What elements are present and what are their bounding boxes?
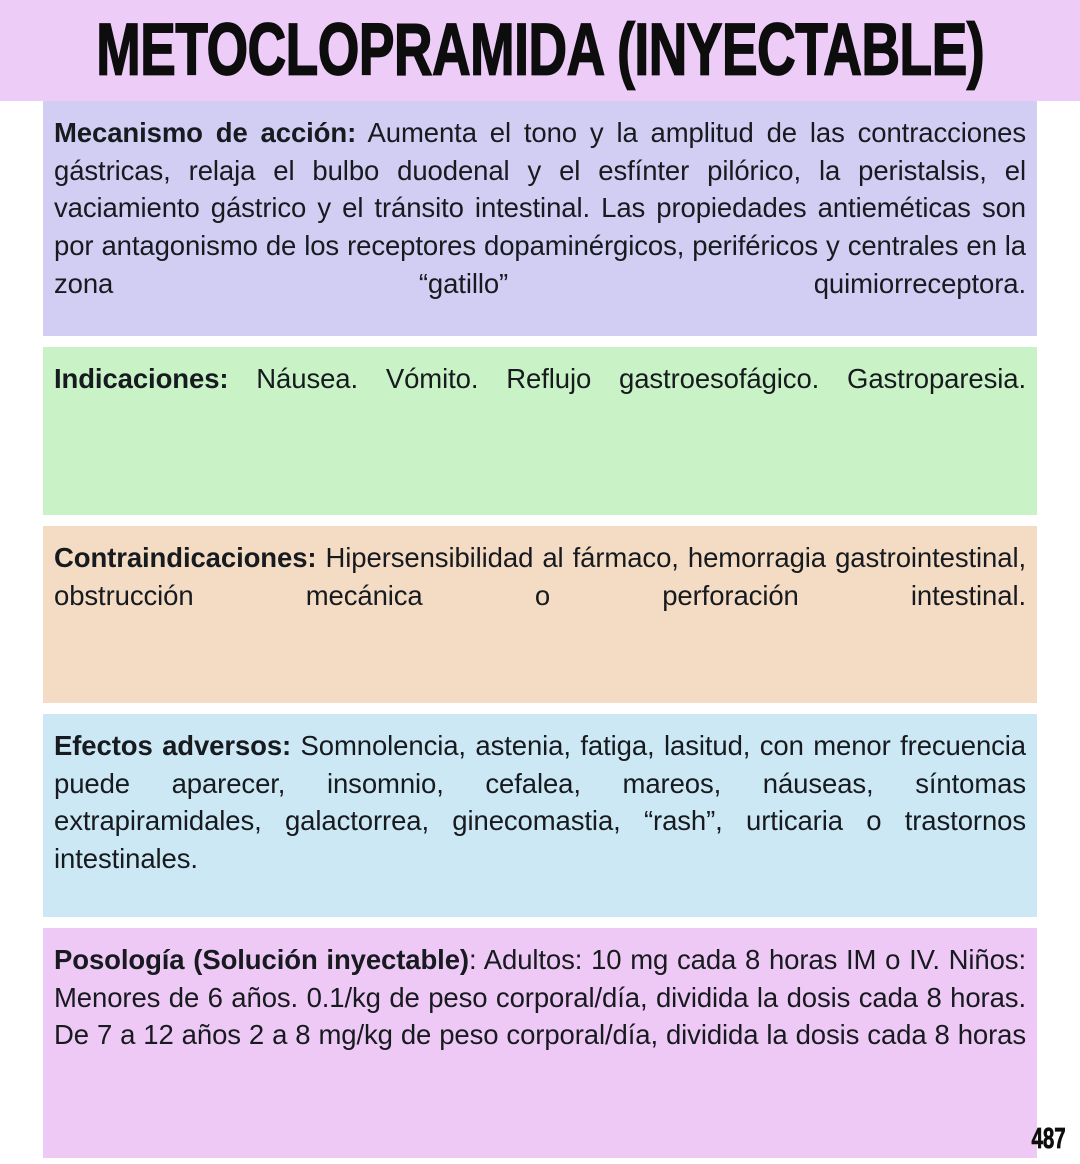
title-banner xyxy=(0,0,1080,101)
section-indicaciones xyxy=(43,347,1037,515)
section-paragraph xyxy=(54,360,1026,435)
section-label-contraindicaciones: Contraindicaciones: xyxy=(54,542,317,573)
section-paragraph xyxy=(54,727,1026,915)
section-posologia xyxy=(43,928,1037,1158)
section-contraindicaciones xyxy=(43,526,1037,703)
section-mecanismo-de-accion xyxy=(43,101,1037,336)
drug-info-sections xyxy=(43,101,1037,1158)
section-label-indicaciones: Indicaciones: xyxy=(54,363,229,394)
section-label-posologia: Posología (Solución inyectable) xyxy=(54,944,469,975)
section-body-posologia: : Adultos: 10 mg cada 8 horas IM o IV. Niños: Menores de 6 años. 0.1/kg de peso corporal/día, dividida la dosis cada 8 horas. De 7 a 12 años 2 a 8 mg/kg de peso corporal/día, dividida la dosis cada 8 horas xyxy=(54,944,1026,1051)
section-paragraph xyxy=(54,539,1026,652)
section-body-contraindicaciones: Hipersensibilidad al fármaco, hemorragia gastrointestinal, obstrucción mecánica o perforación intestinal. xyxy=(54,542,1026,611)
section-body-mecanismo-de-accion: Aumenta el tono y la amplitud de las contracciones gástricas, relaja el bulbo duodenal y el esfínter pilórico, la peristalsis, el vaciamiento gástrico y el tránsito intestinal. Las propiedades antieméticas son por antagonismo de los receptores dopaminérgicos, periféricos y centrales en la zona “gatillo” quimiorreceptora. xyxy=(54,117,1026,299)
section-label-efectos-adversos: Efectos adversos: xyxy=(54,730,292,761)
page-title: METOCLOPRAMIDA (INYECTABLE) xyxy=(96,9,984,91)
section-body-indicaciones: Náusea. Vómito. Reflujo gastroesofágico. Gastroparesia. xyxy=(228,363,1026,394)
section-paragraph xyxy=(54,114,1026,340)
section-body-efectos-adversos: Somnolencia, astenia, fatiga, lasitud, con menor frecuencia puede aparecer, insomnio, cefalea, mareos, náuseas, síntomas extrapiramidales, galactorrea, ginecomastia, “rash”, urticaria o trastornos intestinales. xyxy=(54,730,1026,875)
page-number: 487 xyxy=(1031,1122,1066,1155)
section-paragraph xyxy=(54,941,1026,1092)
section-label-mecanismo-de-accion: Mecanismo de acción: xyxy=(54,117,357,148)
section-efectos-adversos xyxy=(43,714,1037,917)
